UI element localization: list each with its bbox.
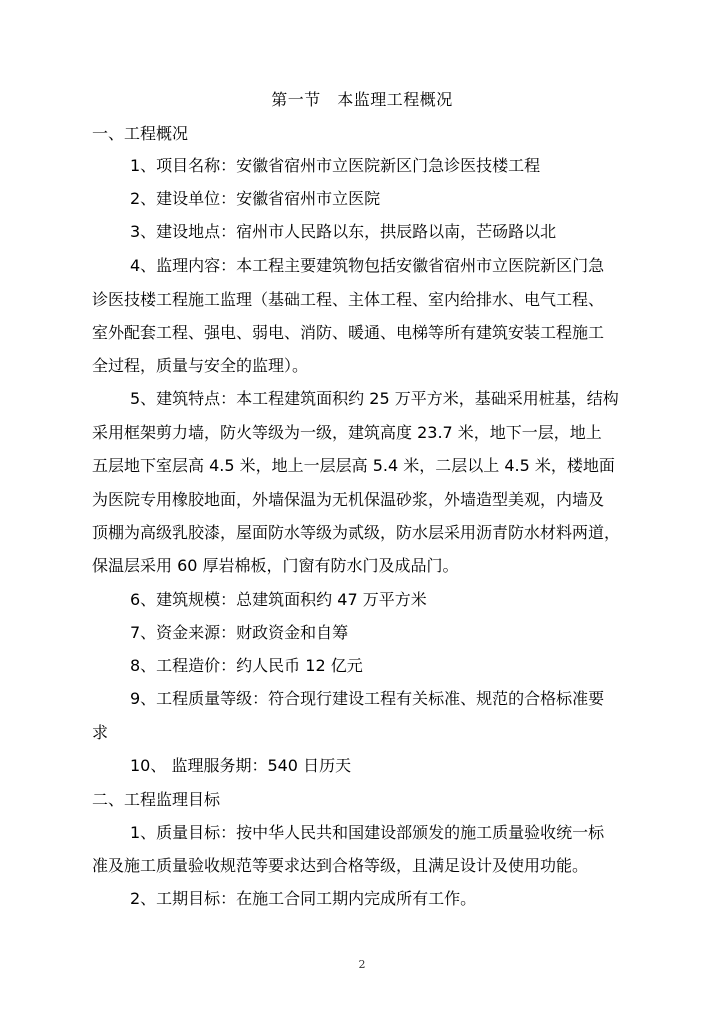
item-features-line-6: 保温层采用 60 厚岩棉板，门窗有防水门及成品门。 xyxy=(92,556,459,575)
item-scope-line-2: 诊医技楼工程施工监理（基础工程、主体工程、室内给排水、电气工程、 xyxy=(92,290,605,309)
item-features-line-2: 采用框架剪力墙，防火等级为一级，建筑高度 23.7 米，地下一层，地上 xyxy=(92,423,602,442)
item-features-line-3: 五层地下室层高 4.5 米，地上一层层高 5.4 米，二层以上 4.5 米，楼地面 xyxy=(92,456,615,475)
item-owner: 2、建设单位：安徽省宿州市立医院 xyxy=(130,189,381,208)
section-title: 第一节 本监理工程概况 xyxy=(271,90,453,109)
item-scope-line-1: 4、监理内容：本工程主要建筑物包括安徽省宿州市立医院新区门急 xyxy=(130,256,605,275)
goal-quality-line-1: 1、质量目标：按中华人民共和国建设部颁发的施工质量验收统一标 xyxy=(130,823,605,842)
goal-quality-line-2: 准及施工质量验收规范等要求达到合格等级，且满足设计及使用功能。 xyxy=(92,856,589,875)
item-project-name: 1、项目名称：安徽省宿州市立医院新区门急诊医技楼工程 xyxy=(130,156,541,175)
item-features-line-4: 为医院专用橡胶地面，外墙保温为无机保温砂浆，外墙造型美观，内墙及 xyxy=(92,490,605,509)
item-cost: 8、工程造价：约人民币 12 亿元 xyxy=(130,656,363,675)
item-features-line-5: 顶棚为高级乳胶漆，屋面防水等级为贰级，防水层采用沥青防水材料两道， xyxy=(92,523,621,542)
goal-schedule: 2、工期目标：在施工合同工期内完成所有工作。 xyxy=(130,889,477,908)
section-heading-goals: 二、工程监理目标 xyxy=(92,790,221,809)
item-features-line-1: 5、建筑特点：本工程建筑面积约 25 万平方米，基础采用桩基，结构 xyxy=(130,389,619,408)
item-scope-line-4: 全过程，质量与安全的监理）。 xyxy=(92,356,309,375)
item-funding: 7、资金来源：财政资金和自筹 xyxy=(130,623,349,642)
item-quality-line-2: 求 xyxy=(92,723,109,742)
section-heading-overview: 一、工程概况 xyxy=(92,124,189,143)
item-scope-line-3: 室外配套工程、强电、弱电、消防、暖通、电梯等所有建筑安装工程施工 xyxy=(92,323,605,342)
item-quality-line-1: 9、工程质量等级：符合现行建设工程有关标准、规范的合格标准要 xyxy=(130,689,605,708)
page-number: 2 xyxy=(358,958,366,971)
item-service-period: 10、 监理服务期：540 日历天 xyxy=(130,756,352,775)
item-location: 3、建设地点：宿州市人民路以东，拱辰路以南，芒砀路以北 xyxy=(130,222,557,241)
item-scale: 6、建筑规模：总建筑面积约 47 万平方米 xyxy=(130,590,427,609)
